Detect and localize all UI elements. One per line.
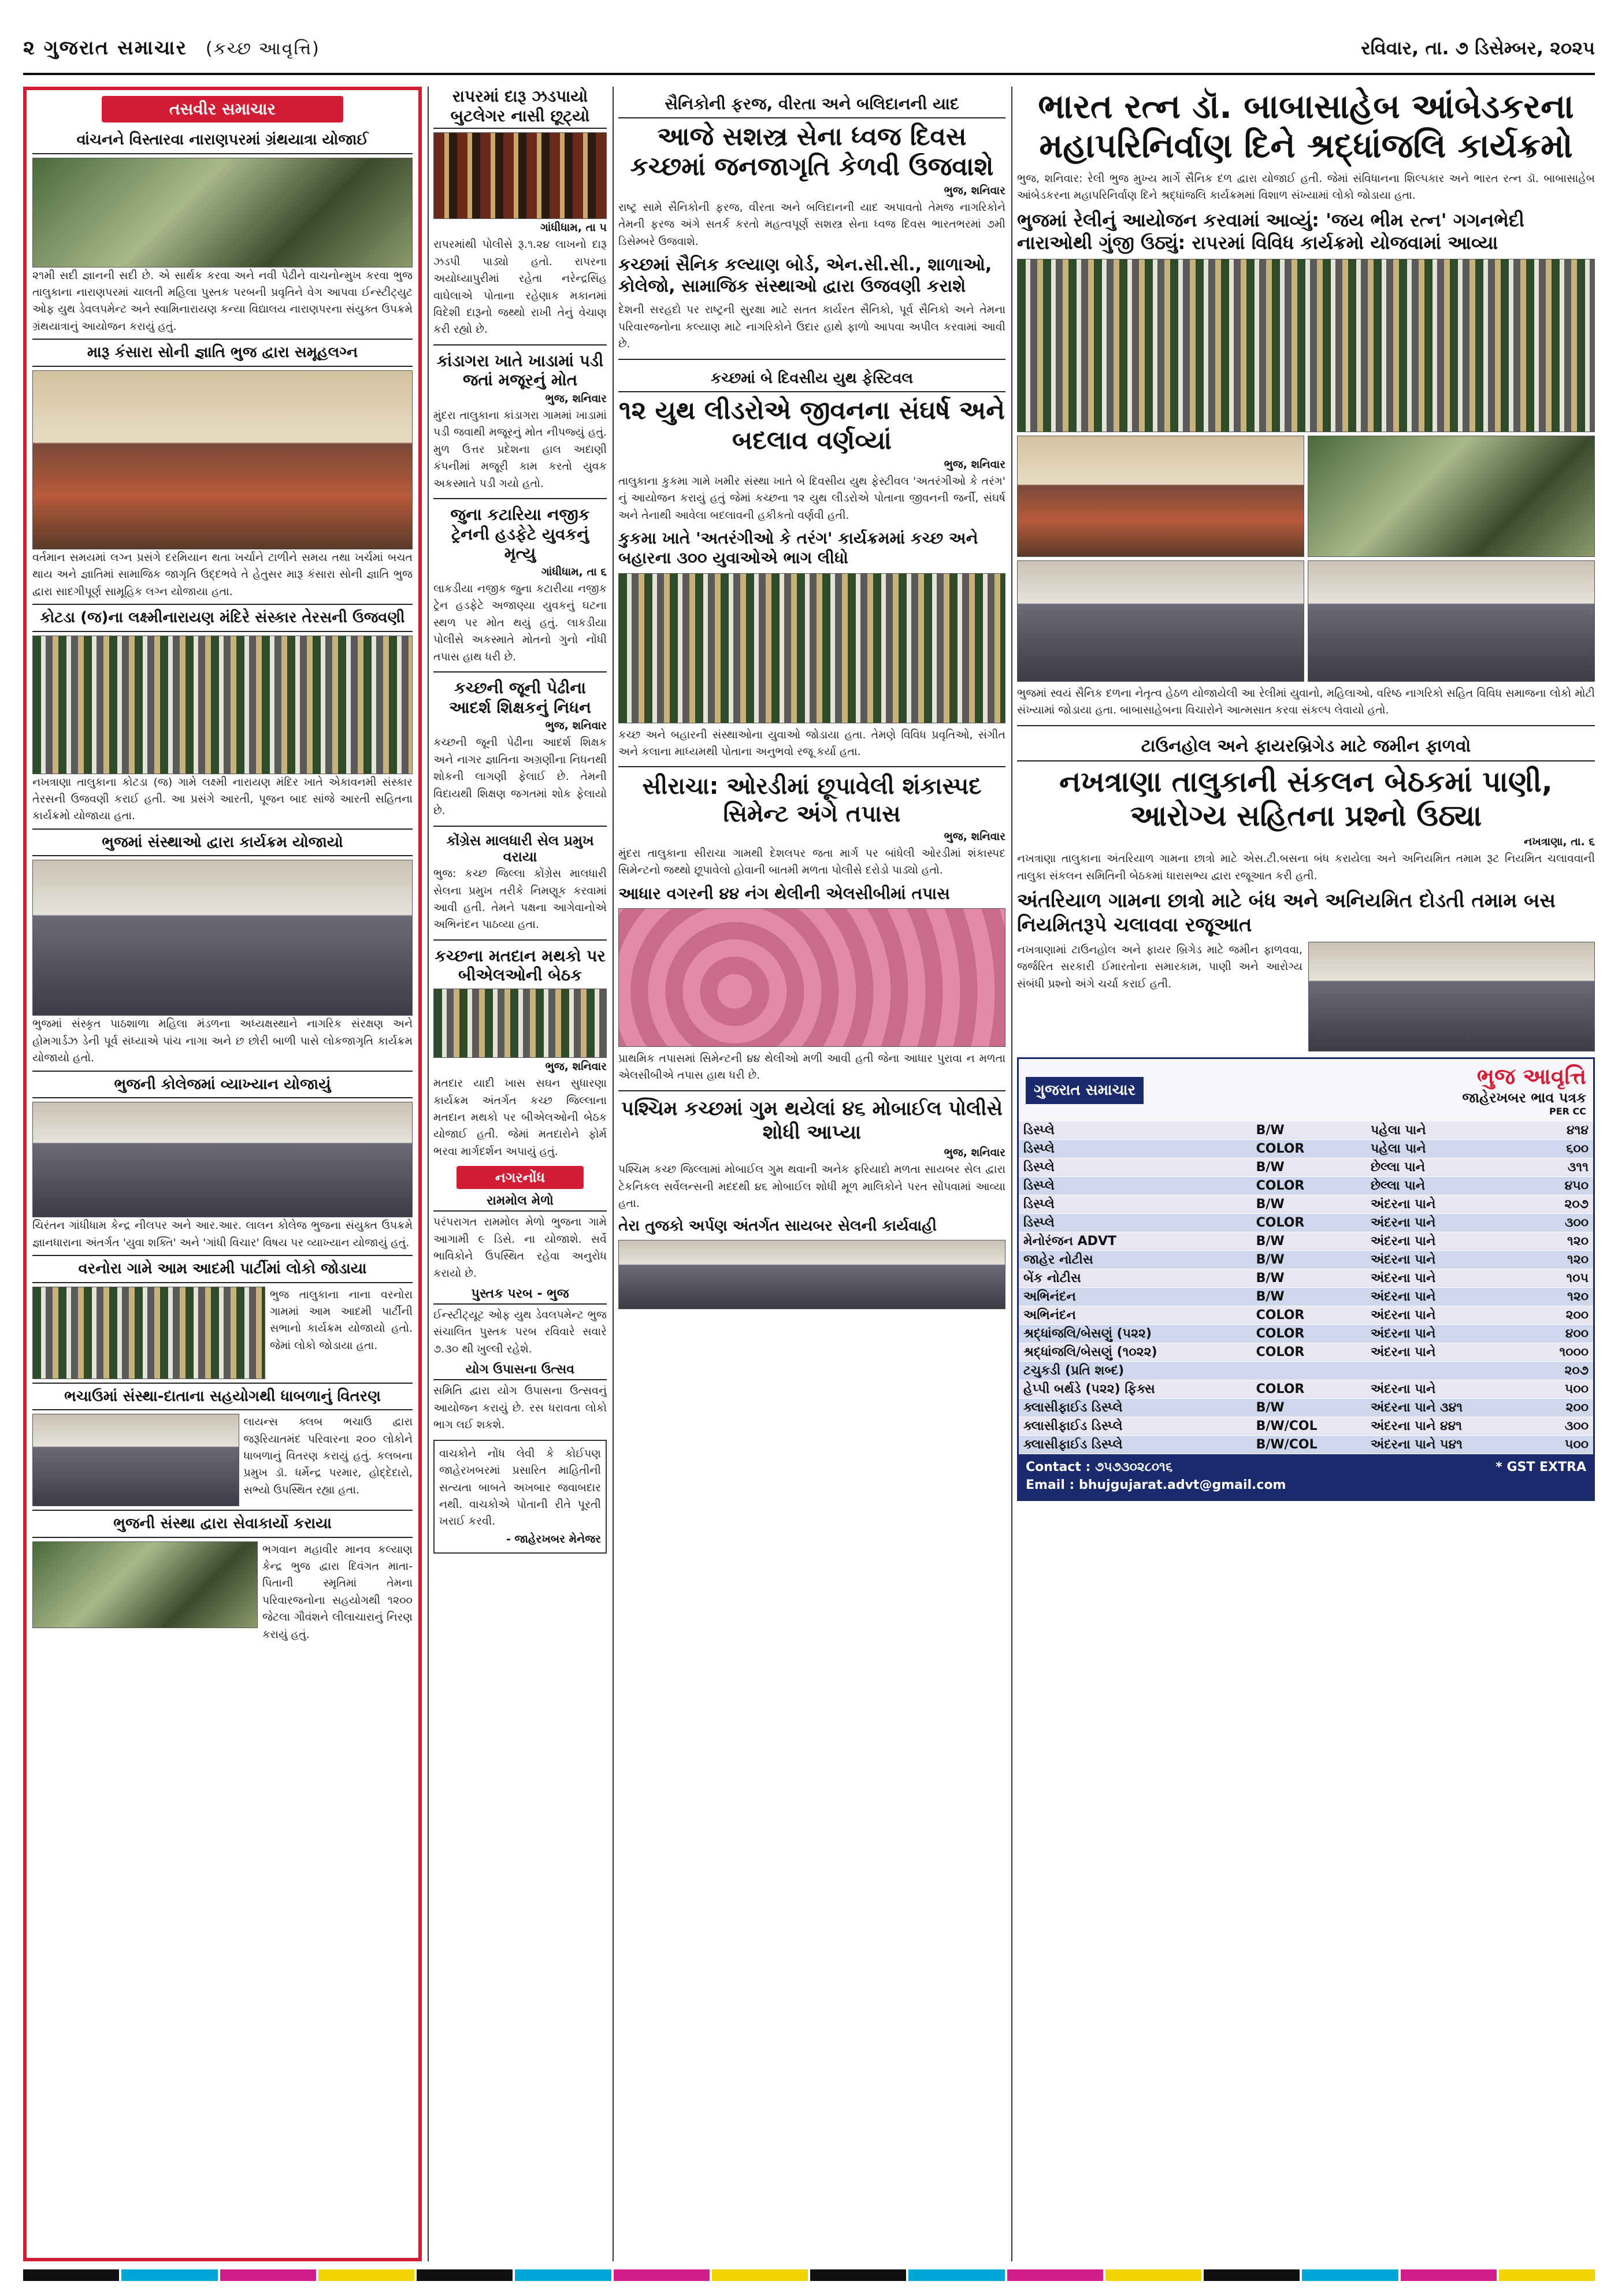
rate-row [1019, 1251, 1593, 1269]
story-body: પશ્ચિમ કચ્છ જિલ્લામાં મોબાઈલ ગુમ થવાની અનેક ફરિયાદો મળતા સાયબર સેલ દ્વારા ટેકનિકલ સર્વેલન્સની મદદથી ૪૬ મોબાઈલ શોધી મૂળ માલિકોને પરત સોંપવામાં આવ્યા હતા. [618, 1163, 1005, 1210]
dateline: ગાંધીધામ, તા ૫ [540, 221, 607, 235]
rate-page: પહેલા પાને [1366, 1121, 1531, 1140]
rate-type: શ્રદ્ધાંજલિ/બેસણું (૧૦૨૨) [1019, 1343, 1252, 1362]
rate-color: B/W [1252, 1232, 1366, 1251]
rate-color: COLOR [1252, 1177, 1366, 1195]
rate-color: COLOR [1252, 1214, 1366, 1232]
rate-color: B/W [1252, 1121, 1366, 1140]
rate-value: ૪૫૦ [1531, 1177, 1593, 1195]
rate-color: COLOR [1252, 1325, 1366, 1343]
masthead [23, 23, 1595, 75]
story-body: પ્રાથમિક તપાસમાં સિમેન્ટની ૪૪ થેલીઓ મળી આવી હતી જેના આધાર પુરાવા ન મળતા એલસીબીએ તપાસ હાથ ધરી છે. [618, 1052, 1005, 1082]
rate-value: ૩૦૦ [1531, 1214, 1593, 1232]
rate-page: છેલ્લા પાને [1366, 1177, 1531, 1195]
story-body: કચ્છ અને બહારની સંસ્થાઓના યુવાઓ જોડાયા હતા. તેમણે વિવિધ પ્રવૃતિઓ, સંગીત અને કલાના માધ્યમથી પોતાના અનુભવો રજૂ કર્યા હતા. [618, 728, 1005, 758]
rate-table [1019, 1121, 1593, 1454]
photo-programme [32, 860, 413, 1016]
rate-page: અંદરના પાને [1366, 1306, 1531, 1325]
rate-value: ૧૨૦ [1531, 1251, 1593, 1269]
rate-row [1019, 1158, 1593, 1177]
picture-news-column [23, 87, 422, 2261]
story-body: ભુજ: કચ્છ જિલ્લા કોંગ્રેસ માલધારી સેલના પ્રમુખ તરીકે નિમણૂક કરવામાં આવી હતી. તેમને પક્ષના આગેવાનોએ અભિનંદન પાઠવ્યા હતા. [433, 867, 607, 931]
rate-value: ૧૨૦ [1531, 1232, 1593, 1251]
rate-value: ૬૦૦ [1531, 1140, 1593, 1158]
photo-meeting-hall [1308, 942, 1595, 1052]
rate-color: B/W [1252, 1195, 1366, 1214]
dateline: ભુજ, શનિવાર [944, 1146, 1005, 1160]
dateline: ભુજ, શનિવાર [944, 458, 1005, 471]
story-body: વર્તમાન સમયમાં લગ્ન પ્રસંગે દરમિયાન થતા ખર્ચાને ટાળીને સમય તથા ખર્ચમાં બચત થાય અને જ્ઞાતિમાં સામાજિક જાગૃતિ ઉદ્દભવે તે હેતુસર મારૂ કંસારા સોની જ્ઞાતિ ભુજ દ્વારા સાદગીપૂર્ણ સામૂહિક લગ્ન યોજાયા હતા. [32, 551, 413, 598]
rate-row [1019, 1417, 1593, 1436]
rate-value: ૩૦૦ [1531, 1417, 1593, 1436]
rate-row [1019, 1306, 1593, 1325]
photo-statue-tribute [1308, 436, 1595, 557]
headline-flag-day: આજે સશસ્ત્ર સેના ધ્વજ દિવસ કચ્છમાં જનજાગૃતિ કેળવી ઉજવાશે [630, 122, 994, 181]
photo-youth-festival [618, 573, 1005, 723]
story-body: નખત્રાણા તાલુકાના કોટડા (જ) ગામે લક્ષ્મી નારાયણ મંદિર ખાતે એકાવનમી સંસ્કાર તેરસની ઉજવણી કરાઈ હતી. આ પ્રસંગે આરતી, પૂજન બાદ સાંજે આરતી સહિતના કાર્યક્રમો યોજાયા હતા. [32, 775, 413, 823]
contact-label: Contact : [1026, 1460, 1091, 1474]
rate-value: ૨૦૭ [1531, 1362, 1593, 1380]
email-label: Email : [1026, 1477, 1075, 1492]
rate-page: અંદરના પાને [1366, 1251, 1531, 1269]
photo-wedding [32, 370, 413, 549]
rate-value: ૧૦૫ [1531, 1269, 1593, 1288]
nagarnondh-banner: નગરનોંધ [457, 1166, 584, 1189]
rate-page: અંદરના પાને ૪૪૧ [1366, 1417, 1531, 1436]
headline-youth-leaders: ૧૨ યુથ લીડરોએ જીવનના સંઘર્ષ અને બદલાવ વર્ણવ્યાં [618, 396, 1005, 456]
story-title: ભુજની કોલેજમાં વ્યાખ્યાન યોજાયું [32, 1071, 413, 1099]
dateline: ભુજ, શનિવાર [944, 830, 1005, 843]
registration-marks [23, 2269, 1595, 2286]
rate-type: ડિસ્પ્લે [1019, 1214, 1252, 1232]
rate-page: અંદરના પાને [1366, 1325, 1531, 1343]
subhead-bus: અંતરિયાળ ગામના છાત્રો માટે બંધ અને અનિયમિત દોડતી તમામ બસ નિયમિતરૂપે ચલાવવા રજૂઆત [1017, 889, 1556, 937]
rate-type: શ્રદ્ધાંજલિ/બેસણું (૫૨૨) [1019, 1325, 1252, 1343]
story-body: તાલુકાના કુકમા ગામે ખમીર સંસ્થા ખાતે બે દિવસીય યુથ ફેસ્ટીવલ 'અતરંગીઓ કે તરંગ' નું આયોજન કરાયું હતું જેમાં કચ્છના ૧૨ યુથ લીડરોએ પોતાના જીવનની જર્ની, સંઘર્ષ અને તેનાથી આવેલા બદલાવની હકીકતો વર્ણવી હતી. [618, 474, 1005, 522]
notice-body: ઈન્સ્ટીટ્યૂટ ઓફ યુથ ડેવલપમેન્ટ ભુજ સંચાલિત પુસ્તક પરબ રવિવારે સવારે ૭.૩૦ થી ખુલ્લી રહેશે. [433, 1309, 607, 1355]
rate-row [1019, 1177, 1593, 1195]
notice-body: સમિતિ દ્વારા યોગ ઉપાસના ઉત્સવનું આયોજન કરાયું છે. રસ ધરાવતા લોકો ભાગ લઈ શકશે. [433, 1384, 607, 1432]
rate-page: અંદરના પાને [1366, 1380, 1531, 1399]
rate-color: B/W/COL [1252, 1417, 1366, 1436]
photo-college-lecture [32, 1102, 413, 1217]
story-title: વાંચનને વિસ્તારવા નારાણપરમાં ગ્રંથયાત્રા યોજાઈ [32, 127, 413, 154]
notice-title: યોગ ઉપાસના ઉત્સવ [433, 1362, 607, 1380]
story-body: ભુજ, શનિવાર: રેલી ભુજ મુખ્ય માર્ગે સૈનિક દળ દ્વારા યોજાઈ હતી. જેમાં સંવિધાનના શિલ્પકાર અને ભારત રત્ન ડૉ. બાબાસાહેબ આંબેડકરના મહાપરિનિર્વાણ દિને શ્રદ્ધાંજલિ કાર્યક્રમમાં વિશાળ સંખ્યામાં લોકો જોડાયા હતા. [1017, 172, 1595, 202]
disclaimer-body: વાચકોને નોંધ લેવી કે કોઈપણ જાહેરખબરમાં પ્રસારિત માહિતીની સત્યતા બાબતે અખબાર જવાબદાર નથી. વાચકોએ પોતાની રીતે પૂરતી ખરાઈ કરવી. [439, 1447, 601, 1528]
subhead-ambedkar: ભુજમાં રેલીનું આયોજન કરવામાં આવ્યું: 'જય ભીમ રત્ન' ગગનભેદી નારાઓથી ગુંજી ઉઠ્યું: રાપરમાં વિવિધ કાર્યક્રમો યોજવામાં આવ્યા [1017, 209, 1524, 254]
edition: (કચ્છ આવૃત્તિ) [205, 39, 320, 59]
notice-body: પરંપરાગત રામમોલ મેળો ભુજના ગામે આગામી ૯ ડિસે. ના યોજાશે. સર્વે ભાવિકોને ઉપસ્થિત રહેવા અનુરોધ કરાયો છે. [433, 1216, 607, 1280]
rate-type: ડિસ્પ્લે [1019, 1121, 1252, 1140]
photo-leaders [1017, 560, 1304, 682]
subhead-flag-day: કચ્છમાં સૈનિક કલ્યાણ બોર્ડ, એન.સી.સી., શાળાઓ, કોલેજો, સામાજિક સંસ્થાઓ દ્વારા ઉજવણી કરાશે [618, 255, 992, 296]
rate-row [1019, 1121, 1593, 1140]
rate-row [1019, 1195, 1593, 1214]
rate-color: COLOR [1252, 1306, 1366, 1325]
rate-type: ક્લાસીફાઈડ ડિસ્પ્લે [1019, 1399, 1252, 1417]
rate-row [1019, 1214, 1593, 1232]
kicker-youth-festival: કચ્છમાં બે દિવસીય યુથ ફેસ્ટિવલ [618, 366, 1005, 393]
rate-value: ૨૦૦ [1531, 1306, 1593, 1325]
headline-teacher-demise: કચ્છની જૂની પેઢીના આદર્શ શિક્ષકનું નિધન [448, 678, 592, 717]
rate-value: ૫૦૦ [1531, 1436, 1593, 1454]
rate-type: મેનોરંજન ADVT [1019, 1232, 1252, 1251]
disclaimer-sign: - જાહેરખબર મેનેજર [506, 1532, 601, 1545]
dateline: નખત્રાણા, તા. ૬ [1524, 835, 1595, 849]
photo-blanket-distribution [32, 1414, 239, 1506]
photo-temple [32, 636, 413, 774]
rate-row [1019, 1288, 1593, 1306]
photo-rapar-event [1308, 560, 1595, 682]
rate-row [1019, 1362, 1593, 1380]
ad-unit: PER CC [1549, 1106, 1586, 1117]
rate-row [1019, 1269, 1593, 1288]
headline-siracha-cement: સીરાચા: ઓરડીમાં છૂપાવેલી શંકાસ્પદ સિમેન્ટ અંગે તપાસ [642, 773, 982, 827]
photo-cement-sacks [618, 908, 1005, 1047]
gst-note: * GST EXTRA [1495, 1460, 1586, 1474]
page-paper: ૨ ગુજરાત સમાચાર [23, 36, 188, 60]
rate-row [1019, 1232, 1593, 1251]
photo-aap-meeting [32, 1287, 265, 1379]
ad-title: ભુજ આવૃત્તિ [1476, 1064, 1586, 1089]
story-body: ૨૧મી સદી જ્ઞાનની સદી છે. એ સાર્થક કરવા અને નવી પેઢીને વાચનોન્મુખ કરવા ભુજ તાલુકાના નારાણપરમાં ચાલતી મહિલા પુસ્તક પરબની પ્રવૃતિને વેગ આપવા ઈન્સ્ટીટ્યુટ ઓફ યુથ ડેવલપમેન્ટ અને સ્વામિનારાયણ કન્યા વિદ્યાલય નારાણપરના સંયુક્ત ઉપક્રમે ગ્રંથયાત્રાનું આયોજન કરાયું હતું. [32, 269, 413, 333]
rate-type: ટચુકડી (પ્રતિ શબ્દ) [1019, 1362, 1252, 1380]
rate-color: B/W/COL [1252, 1436, 1366, 1454]
ad-contact [1019, 1454, 1593, 1499]
rate-type: ડિસ્પ્લે [1019, 1158, 1252, 1177]
dateline: ભુજ, શનિવાર [545, 719, 607, 733]
dateline: ભુજ, શનિવાર [944, 184, 1005, 197]
kicker-flag-day: સૈનિકોની ફરજ, વીરતા અને બલિદાનની યાદ [618, 90, 1005, 118]
story-body: મુંદરા તાલુકાના કાંડાગરા ગામમાં ખાડામાં પડી જવાથી મજૂરનું મોત નીપજ્યું હતું. મુળ ઉત્તર પ્રદેશના હાલ અદાણી કંપનીમાં મજૂરી કામ કરતો યુવક અકસ્માતે પડી ગયો હતો. [433, 409, 607, 490]
subhead-cyber-cell: તેરા તુજકો અર્પણ અંતર્ગત સાયબર સેલની કાર્યવાહી [618, 1217, 937, 1235]
ad-disclaimer [433, 1440, 607, 1554]
story-body: મતદાર યાદી ખાસ સઘન સુધારણા કાર્યક્રમ અંતર્ગત કચ્છ જિલ્લાના મતદાન મથકો પર બીએલઓની બેઠક યોજાઈ હતી. જેમાં મતદારોને ફોર્મ ભરવા માર્ગદર્શન અપાયું હતું. [433, 1077, 607, 1158]
headline-ambedkar: ભારત રત્ન ડૉ. બાબાસાહેબ આંબેડકરના મહાપરિનિર્વાણ દિને શ્રદ્ધાંજલિ કાર્યક્રમો [1038, 87, 1574, 166]
rate-page: અંદરના પાને [1366, 1269, 1531, 1288]
rate-value: ૩૧૧ [1531, 1158, 1593, 1177]
rate-value: ૧૦૦૦ [1531, 1343, 1593, 1362]
rate-page: અંદરના પાને [1366, 1195, 1531, 1214]
story-body: રાષ્ટ્ર સામે સૈનિકોની ફરજ, વીરતા અને બલિદાનની યાદ અપાવતો તેમજ નાગરિકોને તેમની ફરજ અંગે સતર્ક કરતો મહત્વપૂર્ણ સશસ્ત્ર સેના ધ્વજ દિવસ ભારતભરમાં ૭મી ડિસેમ્બરે ઉજવાશે. [618, 200, 1005, 248]
rate-page: અંદરના પાને [1366, 1288, 1531, 1306]
rate-type: અભિનંદન [1019, 1306, 1252, 1325]
ad-rate-card [1017, 1057, 1595, 1501]
story-body: નખત્રાણામાં ટાઉનહોલ અને ફાયર બ્રિગેડ માટે જમીન ફાળવવા, જર્જરિત સરકારી ઈમારતોના સમારકામ, પાણી અને આરોગ્ય સંબંધી પ્રશ્નો અંગે ચર્ચા કરાઈ હતી. [1017, 943, 1302, 990]
notice-title: રામમોલ મેળો [433, 1194, 607, 1212]
briefs-column [433, 87, 607, 2261]
rate-value: ૪૦૦ [1531, 1325, 1593, 1343]
notice-title: પુસ્તક પરબ - ભુજ [433, 1287, 607, 1305]
headline-mobiles-found: પશ્ચિમ કચ્છમાં ગુમ થયેલાં ૪૬ મોબાઈલ પોલીસે શોધી આપ્યા [621, 1097, 1003, 1144]
story-body: દેશની સરહદો પર રાષ્ટ્રની સુરક્ષા માટે સતત કાર્યરત સૈનિકો, પૂર્વ સૈનિકો અને તેમના પરિવારજનોના કલ્યાણ માટે નાગરિકોને ઉદાર હાથે ફાળો આપવા અપીલ કરવામાં આવી છે. [618, 303, 1005, 351]
story-title: ભચાઉમાં સંસ્થા-દાતાના સહયોગથી ધાબળાનું વિતરણ [32, 1383, 413, 1411]
rate-type: ક્લાસીફાઈડ ડિસ્પ્લે [1019, 1417, 1252, 1436]
rate-row [1019, 1380, 1593, 1399]
story-body: ચિરંતન ગાંધીધામ કેન્દ્ર નીલપર અને આર.આર. લાલન કોલેજ ભુજના સંયુક્ત ઉપક્રમે જ્ઞાનધારાના અંતર્ગત 'યુવા શક્તિ' અને 'ગાંધી વિચાર' વિષય પર વ્યાખ્યાન યોજાયું હતું. [32, 1219, 413, 1249]
headline-kandagara: કાંડાગરા ખાતે ખાડામાં પડી જતાં મજૂરનું મોત [436, 351, 604, 390]
headline-nakhatrana: નખત્રાણા તાલુકાની સંકલન બેઠકમાં પાણી, આરોગ્ય સહિતના પ્રશ્નો ઉઠ્યા [1059, 765, 1553, 833]
rate-page: અંદરના પાને [1366, 1214, 1531, 1232]
headline-congress-cell: કોંગ્રેસ માલધારી સેલ પ્રમુખ વરાયા [446, 832, 594, 865]
rate-value: ૧૨૦ [1531, 1288, 1593, 1306]
dateline: ભુજ, શનિવાર [545, 1060, 607, 1073]
rate-row [1019, 1140, 1593, 1158]
story-body: લાકડીયા નજીક જુના કટારીયા નજીક ટ્રેન હડફેટે અજાણ્યા યુવકનું ઘટના સ્થળ પર મોત થયું હતું. લાકડીયા પોલીસે અકસ્માતે મોતનો ગુનો નોંધી તપાસ હાથ ધરી છે. [433, 582, 607, 663]
rate-value: ૨૦૭ [1531, 1195, 1593, 1214]
rate-color: COLOR [1252, 1343, 1366, 1362]
picture-news-banner: તસવીર સમાચાર [102, 96, 343, 122]
rate-value: ૪૧૪ [1531, 1121, 1593, 1140]
rate-type: જાહેર નોટીસ [1019, 1251, 1252, 1269]
photo-liquor [433, 132, 607, 219]
rate-row [1019, 1325, 1593, 1343]
feature-column [618, 87, 1005, 2261]
subhead-youth-festival: કુકમા ખાતે 'અતરંગીઓ કે તરંગ' કાર્યક્રમમાં કચ્છ અને બહારના ૩૦૦ યુવાઓએ ભાગ લીધો [618, 529, 978, 568]
contact-phone[interactable]: ૭૫૭૩૦૨૮૦૧૬ [1094, 1460, 1173, 1474]
rate-page: અંદરના પાને ૫૪૧ [1366, 1436, 1531, 1454]
photo-blo [433, 989, 607, 1058]
rate-type: ડિસ્પ્લે [1019, 1177, 1252, 1195]
kicker-townhall: ટાઉનહોલ અને ફાયરબ્રિગેડ માટે જમીન ફાળવો [1017, 732, 1595, 762]
story-title: વરનોરા ગામે આમ આદમી પાર્ટીમાં લોકો જોડાયા [32, 1255, 413, 1283]
rate-page: પહેલા પાને [1366, 1140, 1531, 1158]
photo-cow-feeding [32, 1541, 258, 1628]
rate-page: અંદરના પાને ૩૪૧ [1366, 1399, 1531, 1417]
photo-granthyatra [32, 158, 413, 268]
ad-subtitle: જાહેરખબર ભાવ પત્રક [1462, 1090, 1586, 1106]
rate-page: અંદરના પાને [1366, 1232, 1531, 1251]
rate-type: ડિસ્પ્લે [1019, 1140, 1252, 1158]
story-body: લાયન્સ ક્લબ ભચાઉ દ્વારા જરૂરિયાતમંદ પરિવારના ૨૦૦ લોકોને ધાબળાનું વિતરણ કરાયું હતું. કલબના પ્રમુખ ડૉ. ધર્મેન્દ્ર પરમાર, હોદ્દેદારો, સભ્યો ઉપસ્થિત રહ્યા હતા. [243, 1416, 413, 1496]
rate-color: COLOR [1252, 1380, 1366, 1399]
story-title: ભુજની સંસ્થા દ્વારા સેવાકાર્યો કરાયા [32, 1510, 413, 1538]
story-body: ભુજમાં સંસ્કૃત પાઠશાળા મહિલા મંડળના અધ્યક્ષસ્થાને નાગરિક સંરક્ષણ અને હોમગાર્ડઝ ડેની પૂર્વ સંધ્યાએ પાંચ નાગા અને છ છોરી બાળી પાસે લોકજાગૃતિ કાર્યક્રમ યોજાયો હતો. [32, 1017, 413, 1065]
story-body: મુંદરા તાલુકાના સીરાચા ગામથી દેશલપર જતા માર્ગ પર બાંધેલી ઓરડીમાં શંકાસ્પદ સિમેન્ટનો જથ્થો છૂપાવેલો હોવાની બાતમી મળતા પોલીસે દરોડો પાડ્યો હતો. [618, 846, 1005, 877]
rate-type: હેપ્પી બર્થડે (૫૨૨) ફિક્સ [1019, 1380, 1252, 1399]
story-body: ભુજ તાલુકાના નાના વરનોરા ગામમાં આમ આદમી પાર્ટીની સભાનો કાર્યક્રમ યોજાયો હતો. જેમાં લોકો જોડાયા હતા. [270, 1288, 413, 1352]
rate-page [1366, 1362, 1531, 1380]
rate-type: અભિનંદન [1019, 1288, 1252, 1306]
story-body: નખત્રાણા તાલુકાના અંતરિયાળ ગામના છાત્રો માટે એસ.ટી.બસના બંધ કરાયેલા અને અનિયમિત તમામ રૂટ નિયમિત ચલાવવાની તાલુકા સંકલન સમિતિની બેઠકમાં ધારાસભ્ય દ્વારા રજૂઆત કરી હતી. [1017, 852, 1595, 882]
headline-blo-meeting: કચ્છના મતદાન મથકો પર બીએલઓની બેઠક [435, 946, 606, 985]
rate-row [1019, 1399, 1593, 1417]
rate-type: ડિસ્પ્લે [1019, 1195, 1252, 1214]
paper-name [23, 36, 320, 60]
photo-mobile-handover [618, 1240, 1005, 1309]
dateline: ભુજ, શનિવાર [545, 392, 607, 405]
rate-color: B/W [1252, 1399, 1366, 1417]
rate-color [1252, 1362, 1366, 1380]
headline-train-accident: જુના કટારિયા નજીક ટ્રેનની હડફેટે યુવકનું મૃત્યુ [450, 505, 590, 563]
story-title: કોટડા (જ)ના લક્ષ્મીનારાયણ મંદિરે સંસ્કાર તેરસની ઉજવણી [32, 604, 413, 632]
rate-color: B/W [1252, 1158, 1366, 1177]
ad-logo: ગુજરાત સમાચાર [1026, 1077, 1144, 1104]
rate-type: બેંક નોટીસ [1019, 1269, 1252, 1288]
rate-page: છેલ્લા પાને [1366, 1158, 1531, 1177]
story-title: ભુજમાં સંસ્થાઓ દ્વારા કાર્યક્રમ યોજાયો [32, 829, 413, 857]
rate-row [1019, 1343, 1593, 1362]
rate-type: ક્લાસીફાઈડ ડિસ્પ્લે [1019, 1436, 1252, 1454]
rate-value: ૨૦૦ [1531, 1399, 1593, 1417]
issue-date: રવિવાર, તા. ૭ ડિસેમ્બર, ૨૦૨૫ [1361, 36, 1595, 59]
photo-rally-band [1017, 436, 1304, 557]
rate-value: ૫૦૦ [1531, 1380, 1593, 1399]
headline-rapar-liquor: રાપરમાં દારૂ ઝડપાયો બુટલેગર નાસી છૂટ્યો [433, 87, 607, 129]
photo-rally-crowd [1017, 259, 1595, 432]
rate-color: B/W [1252, 1251, 1366, 1269]
story-body: રાપરમાંથી પોલીસે રૂ.૧.૨૪ લાખનો દારૂ ઝડપી પાડ્યો હતો. રાપરના અયોધ્યાપુરીમાં રહેતા નરેન્દ્રસિંહ વાઘેલાએ પોતાના રહેણાક મકાનમાં વિદેશી દારૂનો જથ્થો રાખી તેનું વેચાણ કરી રહ્યો છે. [433, 238, 607, 336]
rate-color: B/W [1252, 1288, 1366, 1306]
lead-column [1017, 87, 1595, 2261]
dateline: ગાંધીધામ, તા ૬ [541, 565, 607, 578]
contact-email[interactable]: bhujgujarat.advt@gmail.com [1079, 1477, 1286, 1492]
rate-page: અંદરના પાને [1366, 1343, 1531, 1362]
rate-color: COLOR [1252, 1140, 1366, 1158]
story-title: મારૂ કંસારા સોની જ્ઞાતિ ભુજ દ્વારા સમૂહલગ્ન [32, 339, 413, 367]
story-body: ભગવાન મહાવીર માનવ કલ્યાણ કેન્દ્ર ભુજ દ્વારા દિવંગત માતા-પિતાની સ્મૃતિમાં તેમના પરિવારજનોના સહયોગથી ૧૨૦૦ જેટલા ગૌવંશને લીલાચારાનું નિરણ કરાયું હતું. [262, 1543, 413, 1641]
story-body: કચ્છની જૂની પેઢીના આદર્શ શિક્ષક અને નાગર જ્ઞાતિના અગ્રણીના નિધનથી શોકની લાગણી ફેલાઈ છે. તેમની વિદાયથી શિક્ષણ જગતમાં શોક ફેલાયો છે. [433, 736, 607, 818]
rate-color: B/W [1252, 1269, 1366, 1288]
subhead-cement: આધાર વગરની ૪૪ નંગ થેલીની એલસીબીમાં તપાસ [618, 883, 950, 903]
rate-row [1019, 1436, 1593, 1454]
story-body: ભુજમાં સ્વયં સૈનિક દળના નેતૃત્વ હેઠળ યોજાયેલી આ રેલીમાં યુવાનો, મહિલાઓ, વરિષ્ઠ નાગરિકો સહિત વિવિધ સમાજના લોકો મોટી સંખ્યામાં જોડાયા હતા. બાબાસાહેબના વિચારોને આત્મસાત કરવા સંકલ્પ લેવાયો હતો. [1017, 686, 1595, 717]
